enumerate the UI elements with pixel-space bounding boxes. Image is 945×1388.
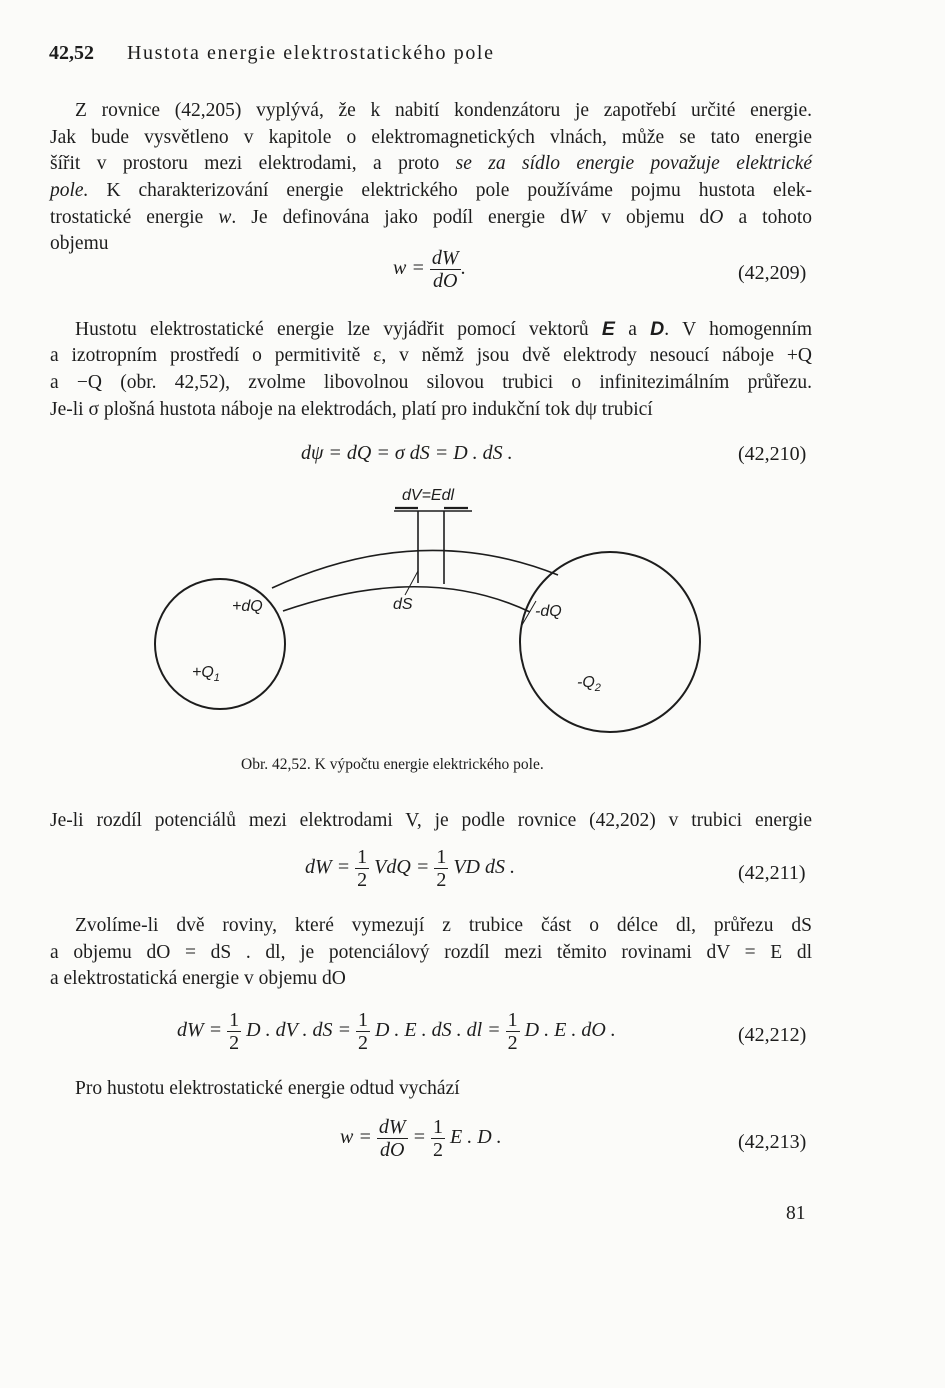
fraction bbox=[355, 846, 369, 891]
equation-number: (42,210) bbox=[738, 443, 807, 465]
symbol-w: w bbox=[218, 207, 232, 228]
eq-equals: = bbox=[412, 1126, 427, 1149]
fraction-numerator: 1 bbox=[436, 846, 447, 868]
eq-part: VdQ = bbox=[374, 856, 430, 879]
q1-symbol: +Q bbox=[192, 664, 214, 681]
q1-subscript: 1 bbox=[213, 672, 220, 685]
figure-caption: Obr. 42,52. K výpočtu energie elektrického pole. bbox=[241, 756, 544, 773]
equation-42-213 bbox=[340, 1116, 502, 1161]
equation-number: (42,211) bbox=[738, 862, 806, 884]
eq-lhs: w = bbox=[340, 1126, 372, 1149]
fraction-denominator: dO bbox=[432, 270, 458, 292]
label-minus-dq: -dQ bbox=[535, 603, 562, 620]
label-dv-edl: dV=Edl bbox=[402, 487, 455, 504]
fraction-numerator: 1 bbox=[507, 1009, 518, 1031]
text-span: trostatické energie bbox=[50, 207, 219, 228]
text-line bbox=[50, 205, 812, 232]
eq-part: D . E . dO . bbox=[524, 1019, 616, 1042]
vector-D: D bbox=[650, 318, 665, 340]
fraction bbox=[430, 247, 461, 292]
q2-symbol: -Q bbox=[577, 674, 595, 691]
figure-42-52 bbox=[150, 485, 720, 750]
text-line: objemu bbox=[50, 233, 109, 254]
fraction-denominator: 2 bbox=[357, 869, 368, 891]
equation-42-211 bbox=[305, 846, 515, 891]
text-line: a −Q (obr. 42,52), zvolme libovolnou silovou trubici o infinitezimálním průřezu. bbox=[50, 372, 812, 393]
eq-lhs: dW = bbox=[177, 1019, 223, 1042]
label-plus-dq: +dQ bbox=[232, 598, 263, 615]
ds-leader-line bbox=[405, 571, 418, 595]
electrode-left bbox=[155, 579, 285, 709]
equation-number: (42,212) bbox=[738, 1024, 807, 1046]
eq-tail: E . D . bbox=[450, 1126, 502, 1149]
text-span: v objemu d bbox=[586, 207, 710, 228]
eq-lhs: dW = bbox=[305, 856, 351, 879]
q2-subscript: 2 bbox=[594, 682, 601, 695]
fraction-denominator: 2 bbox=[357, 1032, 368, 1054]
equation-number: (42,213) bbox=[738, 1131, 807, 1153]
fraction bbox=[431, 1116, 445, 1161]
fraction bbox=[506, 1009, 520, 1054]
text-span: šířit v prostoru mezi elektrodami, a proto bbox=[50, 153, 456, 174]
text-span: K charakterizování energie elektrického pole používáme pojmu hustota elek- bbox=[88, 180, 812, 201]
equation-42-212 bbox=[177, 1009, 616, 1054]
symbol-O: O bbox=[709, 207, 724, 228]
symbol-W: W bbox=[569, 207, 587, 228]
vector-E: E bbox=[601, 318, 615, 340]
equation-42-210: dψ = dQ = σ dS = D . dS . bbox=[301, 442, 513, 464]
fraction-numerator: 1 bbox=[357, 1009, 368, 1031]
text-line: Zvolíme-li dvě roviny, které vymezují z trubice část o délce dl, průřezu dS bbox=[75, 915, 812, 936]
text-line bbox=[75, 316, 812, 344]
fraction-numerator: 1 bbox=[433, 1116, 444, 1138]
label-ds: dS bbox=[393, 596, 413, 613]
fraction-numerator: 1 bbox=[229, 1009, 240, 1031]
text-line bbox=[50, 151, 812, 178]
text-line: a elektrostatická energie v objemu dO bbox=[50, 968, 346, 989]
text-line: Je-li rozdíl potenciálů mezi elektrodami V, je podle rovnice (42,202) v trubici energie bbox=[50, 810, 812, 831]
text-line: Z rovnice (42,205) vyplývá, že k nabití kondenzátoru je zapotřebí určité energie. bbox=[75, 100, 812, 121]
text-line: a objemu dO = dS . dl, je potenciálový rozdíl mezi těmito rovinami dV = E dl bbox=[50, 942, 812, 963]
figure-drawing bbox=[150, 485, 720, 750]
text-line: Pro hustotu elektrostatické energie odtud vychází bbox=[75, 1078, 460, 1099]
label-q1 bbox=[192, 664, 220, 684]
fraction bbox=[434, 846, 448, 891]
eq-part: D . dV . dS = bbox=[246, 1019, 351, 1042]
fraction-numerator: dW bbox=[378, 1116, 406, 1138]
fraction-denominator: 2 bbox=[433, 1139, 444, 1161]
text-span: a tohoto bbox=[723, 207, 812, 228]
section-title: Hustota energie elektrostatického pole bbox=[127, 42, 495, 64]
eq-part: D . E . dS . dl = bbox=[374, 1019, 501, 1042]
text-span: . Je definována jako podíl energie d bbox=[231, 207, 570, 228]
fraction-denominator: dO bbox=[379, 1139, 405, 1161]
emphasis-text: se za sídlo energie považuje elektrické bbox=[455, 153, 813, 174]
eq-tail: VD dS . bbox=[453, 856, 515, 879]
label-q2 bbox=[577, 674, 601, 694]
fraction bbox=[377, 1116, 408, 1161]
text-span: a bbox=[614, 319, 651, 340]
equation-42-209 bbox=[393, 247, 466, 292]
page-number: 81 bbox=[786, 1203, 806, 1224]
eq-lhs: w = bbox=[393, 257, 425, 280]
section-header bbox=[49, 42, 495, 65]
text-line: Jak bude vysvětleno v kapitole o elektromagnetických vlnách, může se tato energie bbox=[50, 127, 812, 148]
text-line bbox=[50, 178, 812, 205]
text-span: Hustotu elektrostatické energie lze vyjádřit pomocí vektorů bbox=[75, 319, 602, 340]
fraction-numerator: dW bbox=[431, 247, 459, 269]
fraction-denominator: 2 bbox=[507, 1032, 518, 1054]
section-number: 42,52 bbox=[49, 42, 94, 64]
fraction bbox=[356, 1009, 370, 1054]
eq-tail: . bbox=[460, 257, 466, 280]
text-span: . V homogenním bbox=[664, 319, 812, 340]
electrode-right bbox=[520, 552, 700, 732]
text-line: Je-li σ plošná hustota náboje na elektrodách, platí pro indukční tok dψ trubicí bbox=[50, 399, 653, 420]
fraction-numerator: 1 bbox=[357, 846, 368, 868]
emphasis-text: pole. bbox=[50, 180, 89, 201]
text-line: a izotropním prostředí o permitivitě ε, v němž jsou dvě elektrody nesoucí náboje +Q bbox=[50, 345, 812, 366]
flux-tube-upper bbox=[272, 550, 558, 588]
fraction bbox=[227, 1009, 241, 1054]
equation-number: (42,209) bbox=[738, 262, 807, 284]
fraction-denominator: 2 bbox=[436, 869, 447, 891]
fraction-denominator: 2 bbox=[229, 1032, 240, 1054]
